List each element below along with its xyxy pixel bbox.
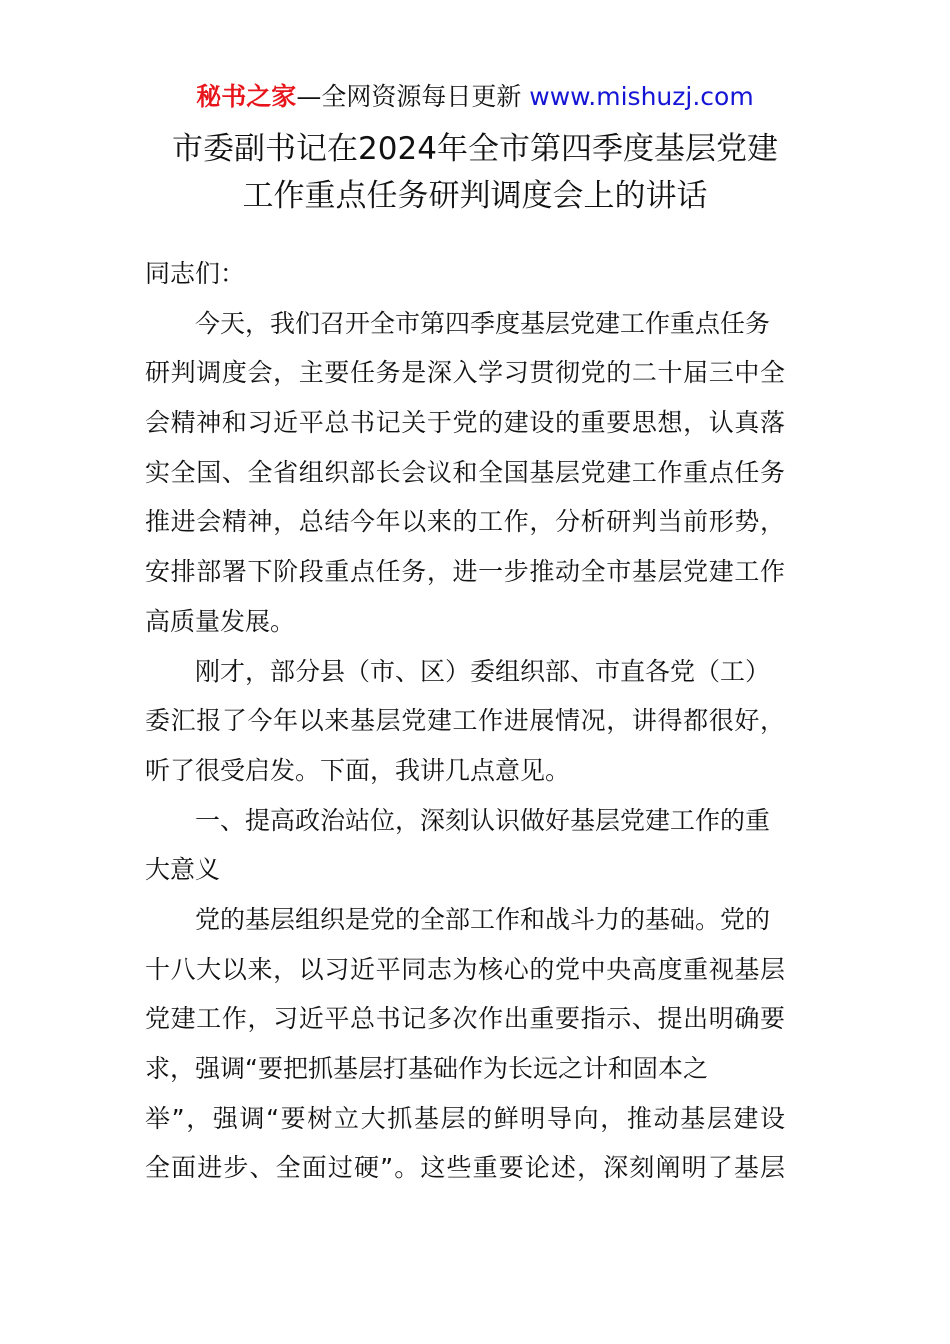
text-line: 会精神和习近平总书记关于党的建设的重要思想，认真落 <box>145 408 785 438</box>
text-line: 今天，我们召开全市第四季度基层党建工作重点任务 <box>195 308 771 338</box>
section-heading: 大意义 <box>145 855 221 885</box>
text-line: 举”，强调“要树立大抓基层的鲜明导向，推动基层建设 <box>145 1103 785 1133</box>
salutation: 同志们： <box>145 259 246 288</box>
text-line: 推进会精神，总结今年以来的工作，分析研判当前形势， <box>145 507 785 537</box>
text-line: 听了很受启发。下面，我讲几点意见。 <box>145 755 571 785</box>
text-line: 党建工作，习近平总书记多次作出重要指示、提出明确要 <box>145 1004 785 1034</box>
site-url[interactable]: www.mishuzj.com <box>529 82 754 111</box>
title-line-1: 市委副书记在2024年全市第四季度基层党建 <box>172 131 778 167</box>
text-line: 党的基层组织是党的全部工作和战斗力的基础。党的 <box>195 904 771 934</box>
document-title <box>0 126 950 220</box>
site-header <box>0 80 950 114</box>
text-line: 高质量发展。 <box>145 606 296 636</box>
text-line: 十八大以来，以习近平同志为核心的党中央高度重视基层 <box>145 954 785 984</box>
text-line: 实全国、全省组织部长会议和全国基层党建工作重点任务 <box>145 457 785 487</box>
title-line-2: 工作重点任务研判调度会上的讲话 <box>242 178 708 214</box>
text-line: 求，强调“要把抓基层打基础作为长远之计和固本之 <box>145 1054 708 1083</box>
text-line: 研判调度会，主要任务是深入学习贯彻党的二十届三中全 <box>145 358 785 388</box>
brand-name: 秘书之家 <box>196 82 297 111</box>
document-body <box>145 249 785 1193</box>
text-line: 安排部署下阶段重点任务，进一步推动全市基层党建工作 <box>145 557 785 587</box>
text-line: 委汇报了今年以来基层党建工作进展情况，讲得都很好， <box>145 706 785 736</box>
header-tagline: —全网资源每日更新 <box>296 82 530 111</box>
text-line: 全面进步、全面过硬”。这些重要论述，深刻阐明了基层 <box>145 1153 785 1183</box>
text-line: 刚才，部分县（市、区）委组织部、市直各党（工） <box>195 656 771 686</box>
section-heading: 一、提高政治站位，深刻认识做好基层党建工作的重 <box>195 805 771 835</box>
